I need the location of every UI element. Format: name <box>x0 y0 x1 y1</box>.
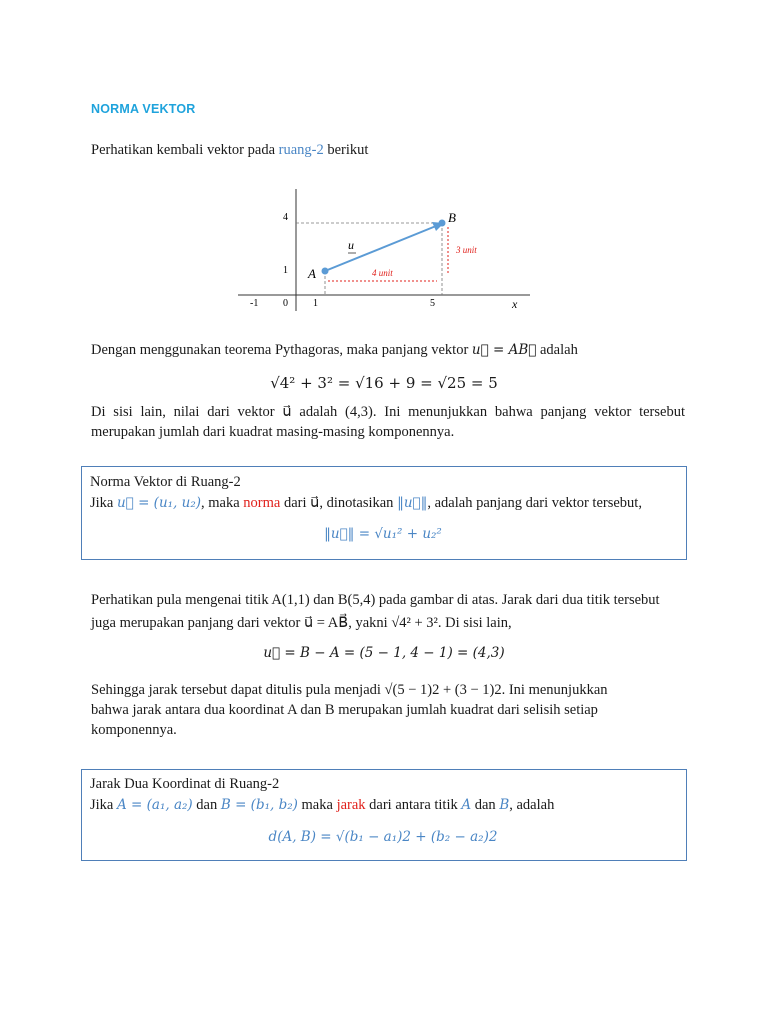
paragraph-pythagoras <box>91 342 578 359</box>
box1-end: , adalah panjang dari vektor tersebut, <box>427 495 642 511</box>
norma-term: norma <box>243 495 281 511</box>
x-tick-0: 0 <box>283 298 288 309</box>
point-b-ref: B <box>499 797 510 813</box>
point-a-dot <box>322 268 329 275</box>
pythagoras-equation: √4² + 3² = √16 + 9 = √25 = 5 <box>270 374 498 392</box>
vector-graph <box>230 185 540 315</box>
para1-text: Dengan menggunakan teorema Pythagoras, maka panjang vektor <box>91 342 472 358</box>
vector-u-arrow <box>325 226 436 271</box>
ruang-2-term: ruang-2 <box>278 142 324 158</box>
distance-formula: d(A, B) = √(b₁ − a₁)2 + (b₂ − a₂)2 <box>268 829 498 845</box>
box2-line-start: Jika <box>90 797 117 813</box>
box2-mid1: dan <box>192 797 221 813</box>
box2-mid4: dan <box>471 797 500 813</box>
box2-definition <box>90 797 554 814</box>
paragraph-coordinates-line2: bahwa jarak antara dua koordinat A dan B merupakan jumlah kuadrat dari selisih setiap <box>91 702 598 718</box>
x-tick-1: 1 <box>313 298 318 309</box>
vector-ab-formula: u⃗ = AB⃗ <box>471 342 537 358</box>
x-axis-label: x <box>512 297 518 311</box>
point-b-label: B <box>448 210 456 225</box>
paragraph-coordinates-line3: komponennya. <box>91 722 177 738</box>
box1-definition <box>90 495 642 512</box>
vertical-unit-label: 3 unit <box>456 245 477 255</box>
x-tick-5: 5 <box>430 298 435 309</box>
point-a-label: A <box>308 266 316 281</box>
norm-notation: ‖u⃗‖ <box>397 495 428 511</box>
jarak-term: jarak <box>336 797 366 813</box>
box1-mid1: , maka <box>201 495 244 511</box>
box1-mid2: dari u⃗, dinotasikan <box>280 495 398 511</box>
paragraph-distance-line2: juga merupakan panjang dari vektor u⃗ = AB⃗, yakni √4² + 3². Di sisi lain, <box>91 615 512 631</box>
x-tick-neg1: -1 <box>250 298 259 309</box>
vector-u-label: u <box>348 238 354 252</box>
intro-text <box>91 142 368 159</box>
box2-mid2: maka <box>297 797 337 813</box>
vector-difference-equation: u⃗ = B − A = (5 − 1, 4 − 1) = (4,3) <box>263 645 505 661</box>
page-title: NORMA VEKTOR <box>91 102 196 116</box>
box2-end: , adalah <box>509 797 555 813</box>
a-definition: A = (a₁, a₂) <box>116 797 193 813</box>
paragraph-components: Di sisi lain, nilai dari vektor u⃗ adalah (4,3). Ini menunjukkan bahwa panjang vektor tersebut merupakan jumlah dari kuadrat masing-masing komponennya. <box>91 404 685 440</box>
norm-formula: ‖u⃗‖ = √u₁² + u₂² <box>324 526 442 542</box>
paragraph-distance-line1: Perhatikan pula mengenai titik A(1,1) dan B(5,4) pada gambar di atas. Jarak dari dua titik tersebut <box>91 592 660 608</box>
b-definition: B = (b₁, b₂) <box>220 797 298 813</box>
box2-mid3: dari antara titik <box>365 797 462 813</box>
point-a-ref: A <box>461 797 472 813</box>
u-definition: u⃗ = (u₁, u₂) <box>116 495 202 511</box>
horizontal-unit-label: 4 unit <box>372 268 393 278</box>
box2-title: Jarak Dua Koordinat di Ruang-2 <box>90 776 280 792</box>
point-b-dot <box>439 220 446 227</box>
paragraph-coordinates-line1: Sehingga jarak tersebut dapat ditulis pula menjadi √(5 − 1)2 + (3 − 1)2. Ini menunjukkan <box>91 682 608 698</box>
intro-after: berikut <box>323 142 369 158</box>
box1-line-start: Jika <box>90 495 117 511</box>
intro-before: Perhatikan kembali vektor pada <box>91 142 279 158</box>
y-tick-1: 1 <box>283 265 288 276</box>
y-tick-4: 4 <box>283 212 288 223</box>
box1-title: Norma Vektor di Ruang-2 <box>90 474 241 490</box>
para1-after: adalah <box>536 342 578 358</box>
